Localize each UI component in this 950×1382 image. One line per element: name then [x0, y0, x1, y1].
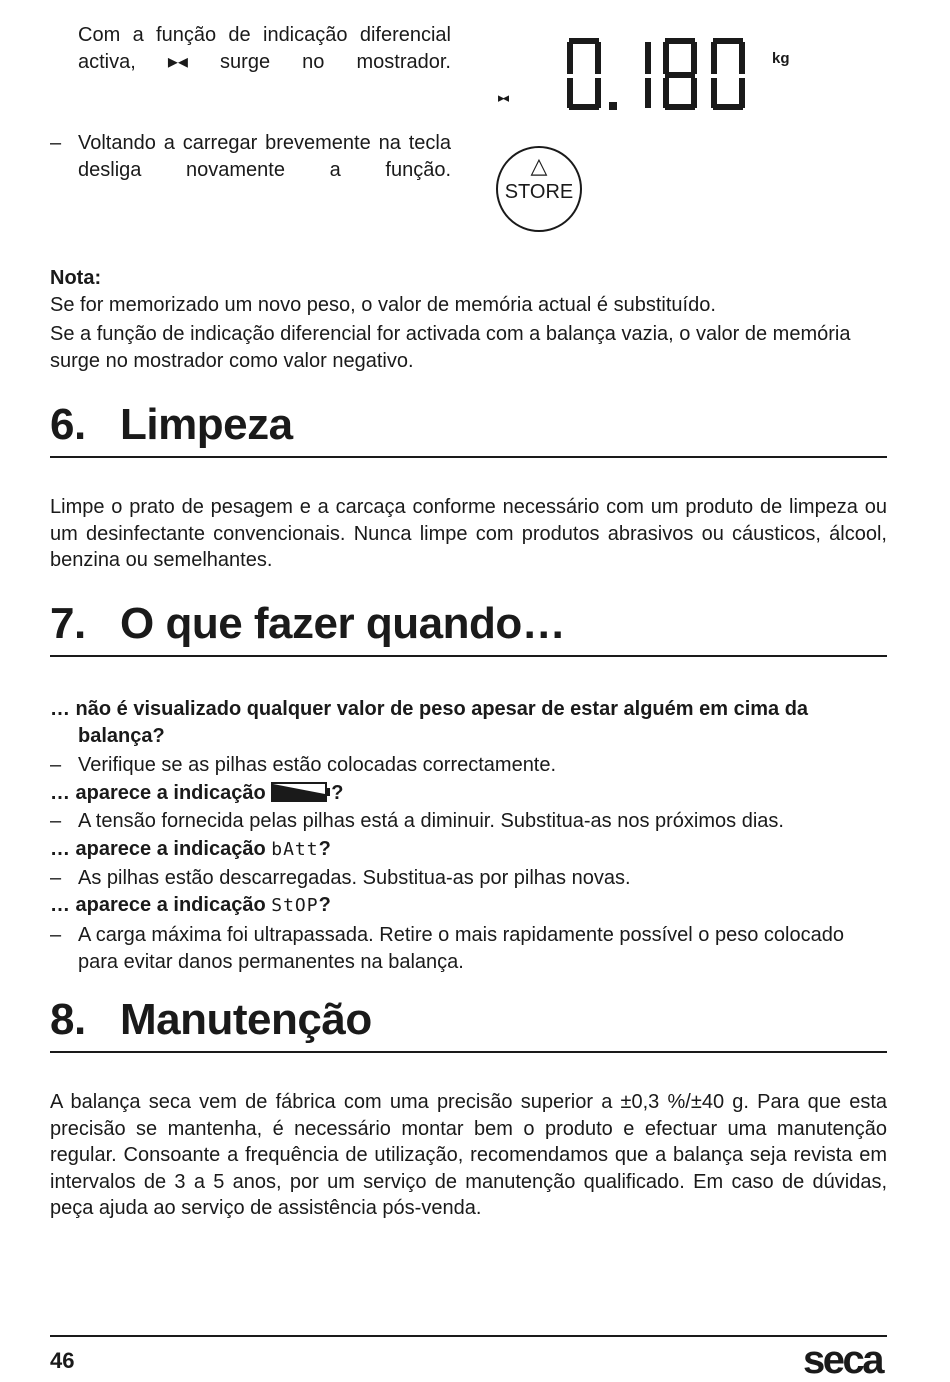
stop-indicator: StOP — [271, 895, 319, 916]
battery-low-icon — [271, 782, 331, 802]
triangle-icon: △ — [530, 153, 548, 178]
section-number: 8. — [50, 995, 86, 1044]
store-button-label: STORE — [504, 181, 574, 203]
unit-label: kg — [772, 50, 790, 67]
troubleshoot-answer: – As pilhas estão descarregadas. Substitua-as por pilhas novas. — [50, 867, 631, 889]
toggle-off-text: Voltando a carregar brevemente na tecla desliga novamente a função. — [78, 132, 451, 181]
troubleshoot-question: … não é visualizado qualquer valor de peso apesar de estar alguém em cima da balança? — [50, 698, 809, 747]
section-heading-6 — [50, 400, 293, 450]
note-line-2: Se a função de indicação diferencial for activada com a balança vazia, o valor de memória surge no mostrador como valor negativo. — [50, 323, 851, 372]
troubleshoot-question: … aparece a indicação ? — [50, 782, 344, 804]
differential-indicator-icon: ▸◂ — [498, 90, 508, 105]
troubleshoot-question: … aparece a indicação bAtt? — [50, 838, 331, 860]
page-number: 46 — [50, 1348, 75, 1373]
troubleshoot-question: … aparece a indicação StOP? — [50, 894, 331, 916]
lcd-reading — [565, 36, 775, 116]
section-rule — [50, 655, 887, 657]
section-title: Manutenção — [120, 995, 372, 1044]
list-dash: – — [50, 132, 62, 154]
section-heading-7 — [50, 599, 565, 649]
section-heading-8 — [50, 995, 372, 1045]
lcd-digit-1 — [645, 42, 651, 108]
batt-indicator: bAtt — [271, 839, 319, 860]
scale-display — [490, 30, 810, 120]
lcd-digit-8 — [663, 38, 697, 110]
section-rule — [50, 456, 887, 458]
section-title: O que fazer quando… — [120, 599, 566, 648]
section-title: Limpeza — [120, 400, 293, 449]
lcd-digit-0b — [711, 38, 745, 110]
differential-indication-text: Com a função de indicação diferencial activa, ▸◂ surge no mostrador. — [78, 24, 451, 73]
note-title: Nota: — [50, 267, 102, 289]
cleaning-text: Limpe o prato de pesagem e a carcaça conforme necessário com um produto de limpeza ou um desinfectante convencionais. Nunca limpe com produtos abrasivos ou cáusticos, álcool, benzina ou semelhantes. — [50, 496, 887, 571]
section-rule — [50, 1051, 887, 1053]
seca-logo: seca — [803, 1338, 882, 1382]
lcd-decimal-point — [609, 102, 617, 110]
section-number: 6. — [50, 400, 86, 449]
lcd-digit-0 — [567, 38, 601, 110]
store-button — [496, 146, 582, 232]
note-line-1: Se for memorizado um novo peso, o valor de memória actual é substituído. — [50, 294, 716, 316]
troubleshoot-answer: – Verifique se as pilhas estão colocadas correctamente. — [50, 754, 557, 776]
section-number: 7. — [50, 599, 86, 648]
footer-rule — [50, 1335, 887, 1337]
troubleshoot-answer: – A carga máxima foi ultrapassada. Retire o mais rapidamente possível o peso colocado para evitar danos permanentes na balança. — [50, 924, 844, 973]
troubleshoot-answer: – A tensão fornecida pelas pilhas está a diminuir. Substitua-as nos próximos dias. — [50, 810, 784, 832]
maintenance-text: A balança seca vem de fábrica com uma precisão superior a ±0,3 %/±40 g. Para que esta precisão se mantenha, é necessário montar bem o produto e efectuar uma manutenção regular. Consoante a frequência de utilização, recomendamos que a balança seja revista em intervalos de 3 a 5 anos, por um serviço de manutenção qualificado. Em caso de dúvidas, peça ajuda ao serviço de assistência pós-venda. — [50, 1091, 887, 1219]
